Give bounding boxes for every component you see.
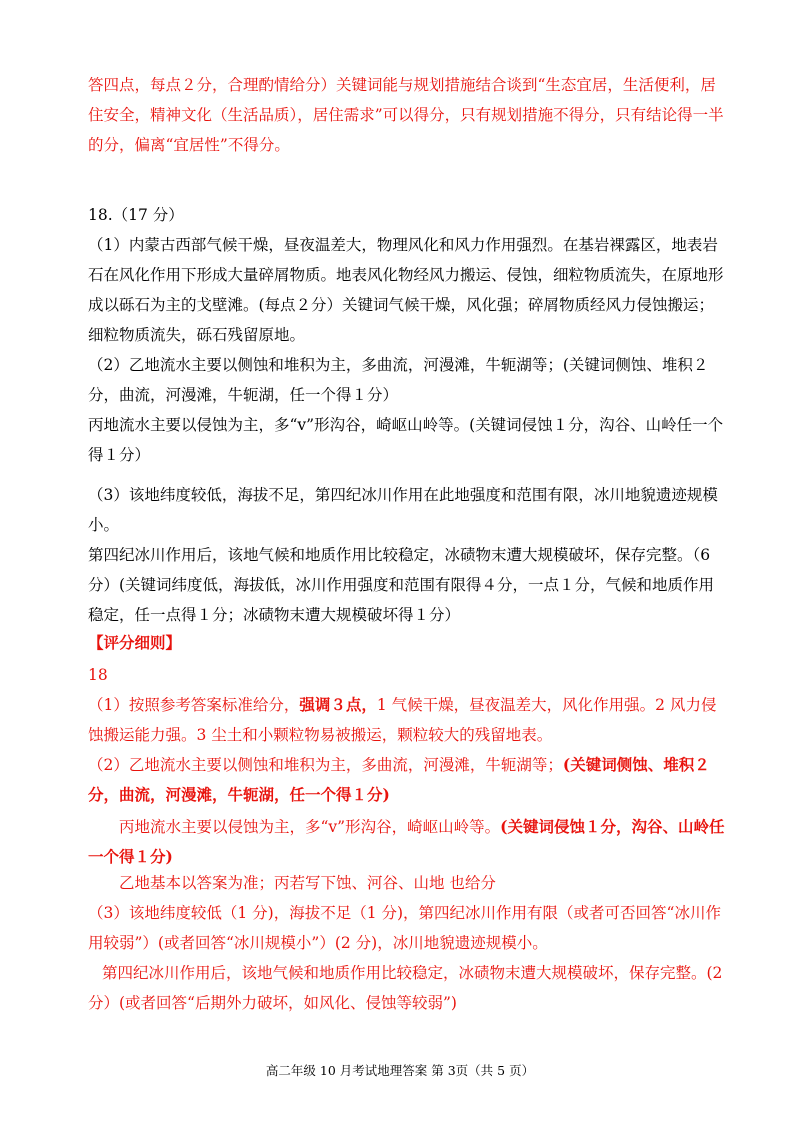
rubric-part-1-points: 1 气候干燥，昼夜温差大，风化作用强。2 风力侵蚀搬运能力强。3 尘土和小颗粒物易被搬运，颗粒较大的残留地表。 [88,696,717,744]
rubric-part-1-intro: （1）按照参考答案标准给分， [88,696,300,714]
rubric-part-1-emphasis: 强调３点， [299,695,377,714]
rubric-part-2-bing-keywords: (关键词侵蚀１分，沟谷、山岭任一个得１分) [88,817,725,866]
answer-part-2-bing: 丙地流水主要以侵蚀为主，多“v”形沟谷，崎岖山岭等。(关键词侵蚀１分，沟谷、山岭任一个得１分） [88,416,724,464]
rubric-part-2-bing [88,812,728,872]
rubric-part-1 [88,690,728,750]
rubric-part-2-yi-keywords: (关键词侧蚀、堆积２分，曲流，河漫滩，牛轭湖，任一个得１分) [88,755,710,804]
answer-part-3-a: （3）该地纬度较低，海拔不足，第四纪冰川作用在此地强度和范围有限，冰川地貌遗迹规模小。 [88,486,718,534]
answer-part-1: （1）内蒙古西部气候干燥，昼夜温差大，物理风化和风力作用强烈。在基岩裸露区，地表岩石在风化作用下形成大量碎屑物质。地表风化物经风力搬运、侵蚀，细粒物质流失，在原地形成以砾石为主的戈壁滩。(每点２分）关键词气候干燥，风化强；碎屑物质经风力侵蚀搬运；细粒物质流失，砾石残留原地。 [88,236,724,344]
rubric-part-3-a: （3）该地纬度较低（1 分)，海拔不足（1 分)，第四纪冰川作用有限（或者可否回答“冰川作用较弱”）(或者回答“冰川规模小”）(2 分)，冰川地貌遗迹规模小。 [88,904,721,952]
rubric-question-number: 18 [88,666,108,684]
rubric-part-2-note: 乙地基本以答案为准；丙若写下蚀、河谷、山地 也给分 [119,874,496,892]
rubric-part-2-bing-text: 丙地流水主要以侵蚀为主，多“v”形沟谷，崎岖山岭等。 [119,818,501,836]
question-18-heading: 18.（17 分） [88,206,184,224]
answer-part-2-yi: （2）乙地流水主要以侧蚀和堆积为主，多曲流，河漫滩，牛轭湖等；(关键词侧蚀、堆积２分，曲流，河漫滩，牛轭湖，任一个得１分） [88,356,709,404]
page-footer: 高二年级 10 月考试地理答案 第 3页（共 5 页） [265,1063,535,1078]
rubric-part-2-yi [88,750,728,810]
rubric-title: 【评分细则】 [88,633,182,652]
answer-part-3-b: 第四纪冰川作用后，该地气候和地质作用比较稳定，冰碛物末遭大规模破坏，保存完整。（6 分）(关键词纬度低，海拔低，冰川作用强度和范围有限得４分，一点１分，气候和地质作用稳定，任一点得１分；冰碛物末遭大规模破坏得１分） [88,546,715,624]
rubric-part-2-yi-text: （2）乙地流水主要以侧蚀和堆积为主，多曲流，河漫滩，牛轭湖等； [88,756,563,774]
top-red-scoring-note: 答四点，每点２分，合理酌情给分）关键词能与规划措施结合谈到“生态宜居，生活便利，居住安全，精神文化（生活品质），居住需求”可以得分，只有规划措施不得分，只有结论得一半的分，偏离“宜居性”不得分。 [88,76,724,154]
rubric-part-3-b: 第四纪冰川作用后，该地气候和地质作用比较稳定，冰碛物末遭大规模破坏，保存完整。(2 分）(或者回答“后期外力破坏，如风化、侵蚀等较弱”) [88,964,723,1012]
